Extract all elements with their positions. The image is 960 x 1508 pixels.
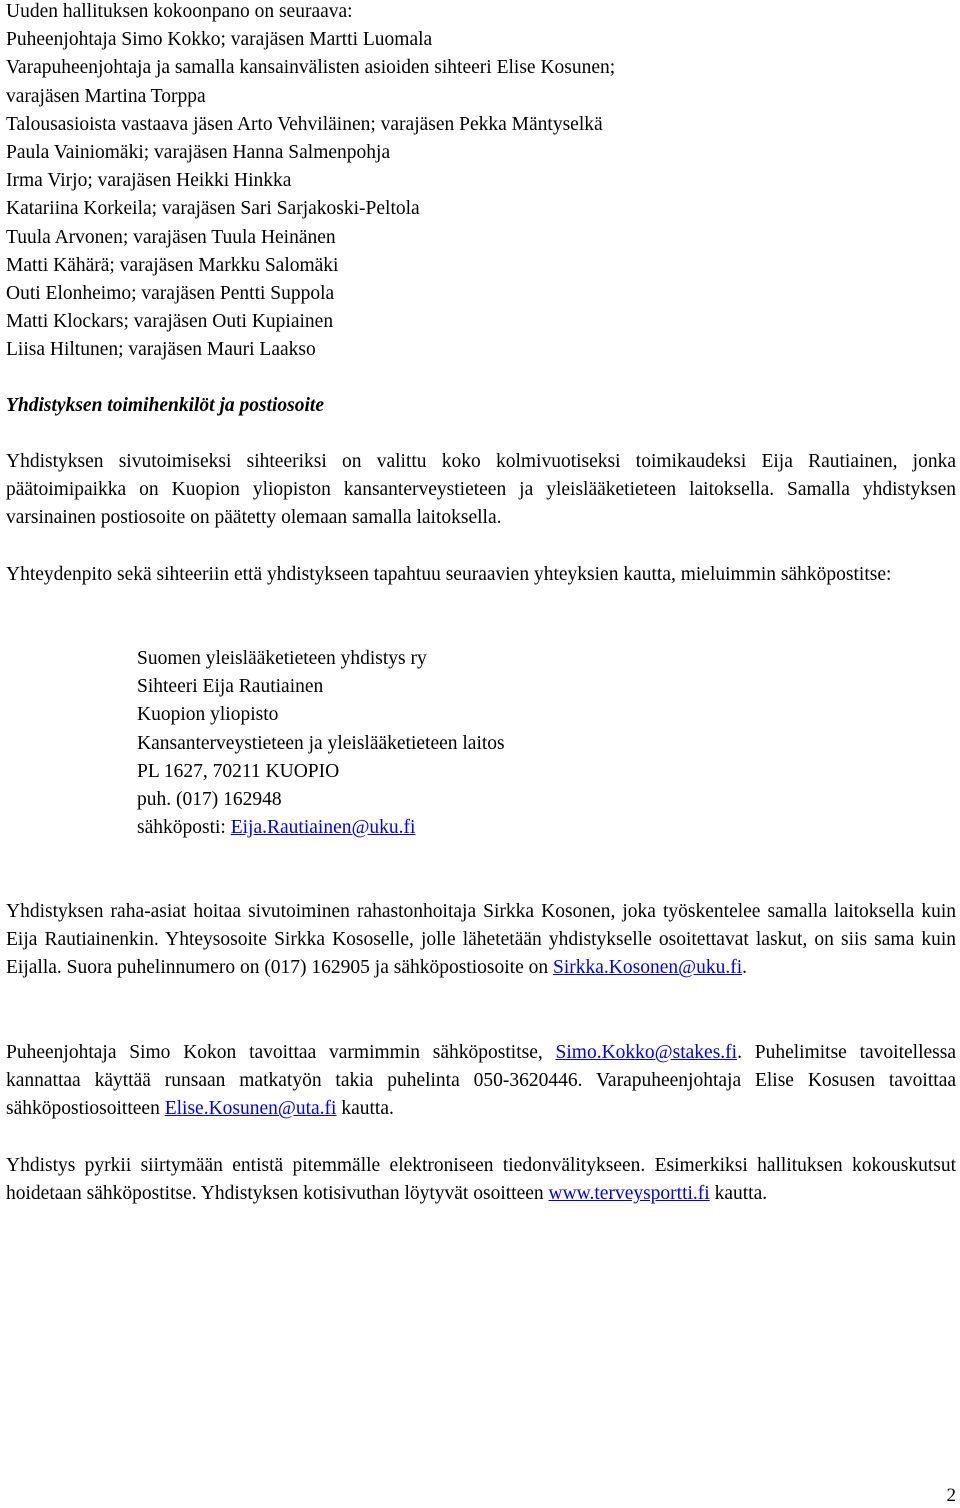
address-line: PL 1627, 70211 KUOPIO [137,760,340,782]
board-member-line: Outi Elonheimo; varajäsen Pentti Suppola [6,282,335,304]
homepage-link[interactable]: www.terveysportti.fi [548,1183,710,1205]
treasurer-paragraph [6,898,956,983]
chair-email-link[interactable]: Simo.Kokko@stakes.fi [555,1042,738,1063]
board-member-line: Matti Klockars; varajäsen Outi Kupiainen [6,311,334,333]
board-member-line: Varapuheenjohtaja ja samalla kansainvälisten asioiden sihteeri Elise Kosunen; [6,57,616,79]
board-member-line: Paula Vainiomäki; varajäsen Hanna Salmenpohja [6,141,391,163]
address-line: Sihteeri Eija Rautiainen [137,676,324,698]
address-line: Suomen yleislääketieteen yhdistys ry [137,648,427,669]
board-member-line: Liisa Hiltunen; varajäsen Mauri Laakso [6,339,316,361]
board-member-line: Puheenjohtaja Simo Kokko; varajäsen Martti Luomala [6,29,433,51]
treasurer-text: Yhdistyksen raha-asiat hoitaa sivutoiminen rahastonhoitaja Sirkka Kosonen, joka työskentelee samalla laitoksella kuin Eija Rautiainenkin. Yhteysosoite Sirkka Kososelle, jolle lähetetään yhdistykselle osoitettavat laskut, on siis sama kuin Eijalla. Suora puhelinnumero on (017) 162905 ja sähköpostiosoite on [6,901,956,979]
board-member-line: varajäsen Martina Torppa [6,85,206,107]
secretary-paragraph: Yhdistyksen sivutoimiseksi sihteeriksi on valittu koko kolmivuotiseksi toimikaudeksi Eija Rautiainen, jonka päätoimipaikka on Kuopion yliopiston kansanterveystieteen ja yleislääketieteen laitoksella. Samalla yhdistyksen varsinainen postiosoite on päätetty olemaan samalla laitoksella. [6,451,956,529]
vice-chair-email-link[interactable]: Elise.Kosunen@uta.fi [164,1098,337,1120]
page-number: 2 [946,1485,956,1506]
email-label: sähköposti: [137,817,231,839]
address-line: Kuopion yliopisto [137,704,279,726]
board-member-line: Talousasioista vastaava jäsen Arto Vehviläinen; varajäsen Pekka Mäntyselkä [6,113,603,135]
board-member-line: Katariina Korkeila; varajäsen Sari Sarjakoski-Peltola [6,198,420,220]
email-line [137,814,505,842]
communication-text-end: kautta. [709,1183,768,1205]
board-composition [6,0,615,364]
communication-text: Yhdistys pyrkii siirtymään entistä pitemmälle elektroniseen tiedonvälitykseen. Esimerkiksi hallituksen kokouskutsut hoidetaan sähköpostitse. Yhdistyksen kotisivuthan löytyvät osoitteen [6,1155,956,1205]
phone-line: puh. (017) 162948 [137,788,282,810]
board-member-line: Matti Kähärä; varajäsen Markku Salomäki [6,254,339,276]
electronic-communication-paragraph [6,1152,956,1208]
section-heading: Yhdistyksen toimihenkilöt ja postiosoite [6,395,324,416]
contact-paragraph: Yhteydenpito sekä sihteeriin että yhdistykseen tapahtuu seuraavien yhteyksien kautta, mieluimmin sähköpostitse: [6,564,892,585]
board-intro-line: Uuden hallituksen kokoonpano on seuraava: [6,1,353,22]
treasurer-email-link[interactable]: Sirkka.Kosonen@uku.fi [553,957,743,979]
board-member-line: Tuula Arvonen; varajäsen Tuula Heinänen [6,226,336,248]
treasurer-text-end: . [742,957,747,979]
postal-address-block [137,645,505,842]
chair-text-middle: . Puhelimitse tavoitellessa kannattaa käyttää runsaan matkatyön takia puhelinta 050-3620446. Varapuheenjohtaja Elise Kosusen tavoittaa sähköpostiosoitteen [6,1042,956,1120]
board-member-line: Irma Virjo; varajäsen Heikki Hinkka [6,170,292,192]
secretary-email-link[interactable]: Eija.Rautiainen@uku.fi [230,817,416,839]
address-line: Kansanterveystieteen ja yleislääketieteen laitos [137,732,505,754]
chair-text-end: kautta. [336,1098,394,1120]
chair-text: Puheenjohtaja Simo Kokon tavoittaa varmimmin sähköpostitse, [6,1042,556,1063]
chair-contact-paragraph [6,1039,956,1124]
